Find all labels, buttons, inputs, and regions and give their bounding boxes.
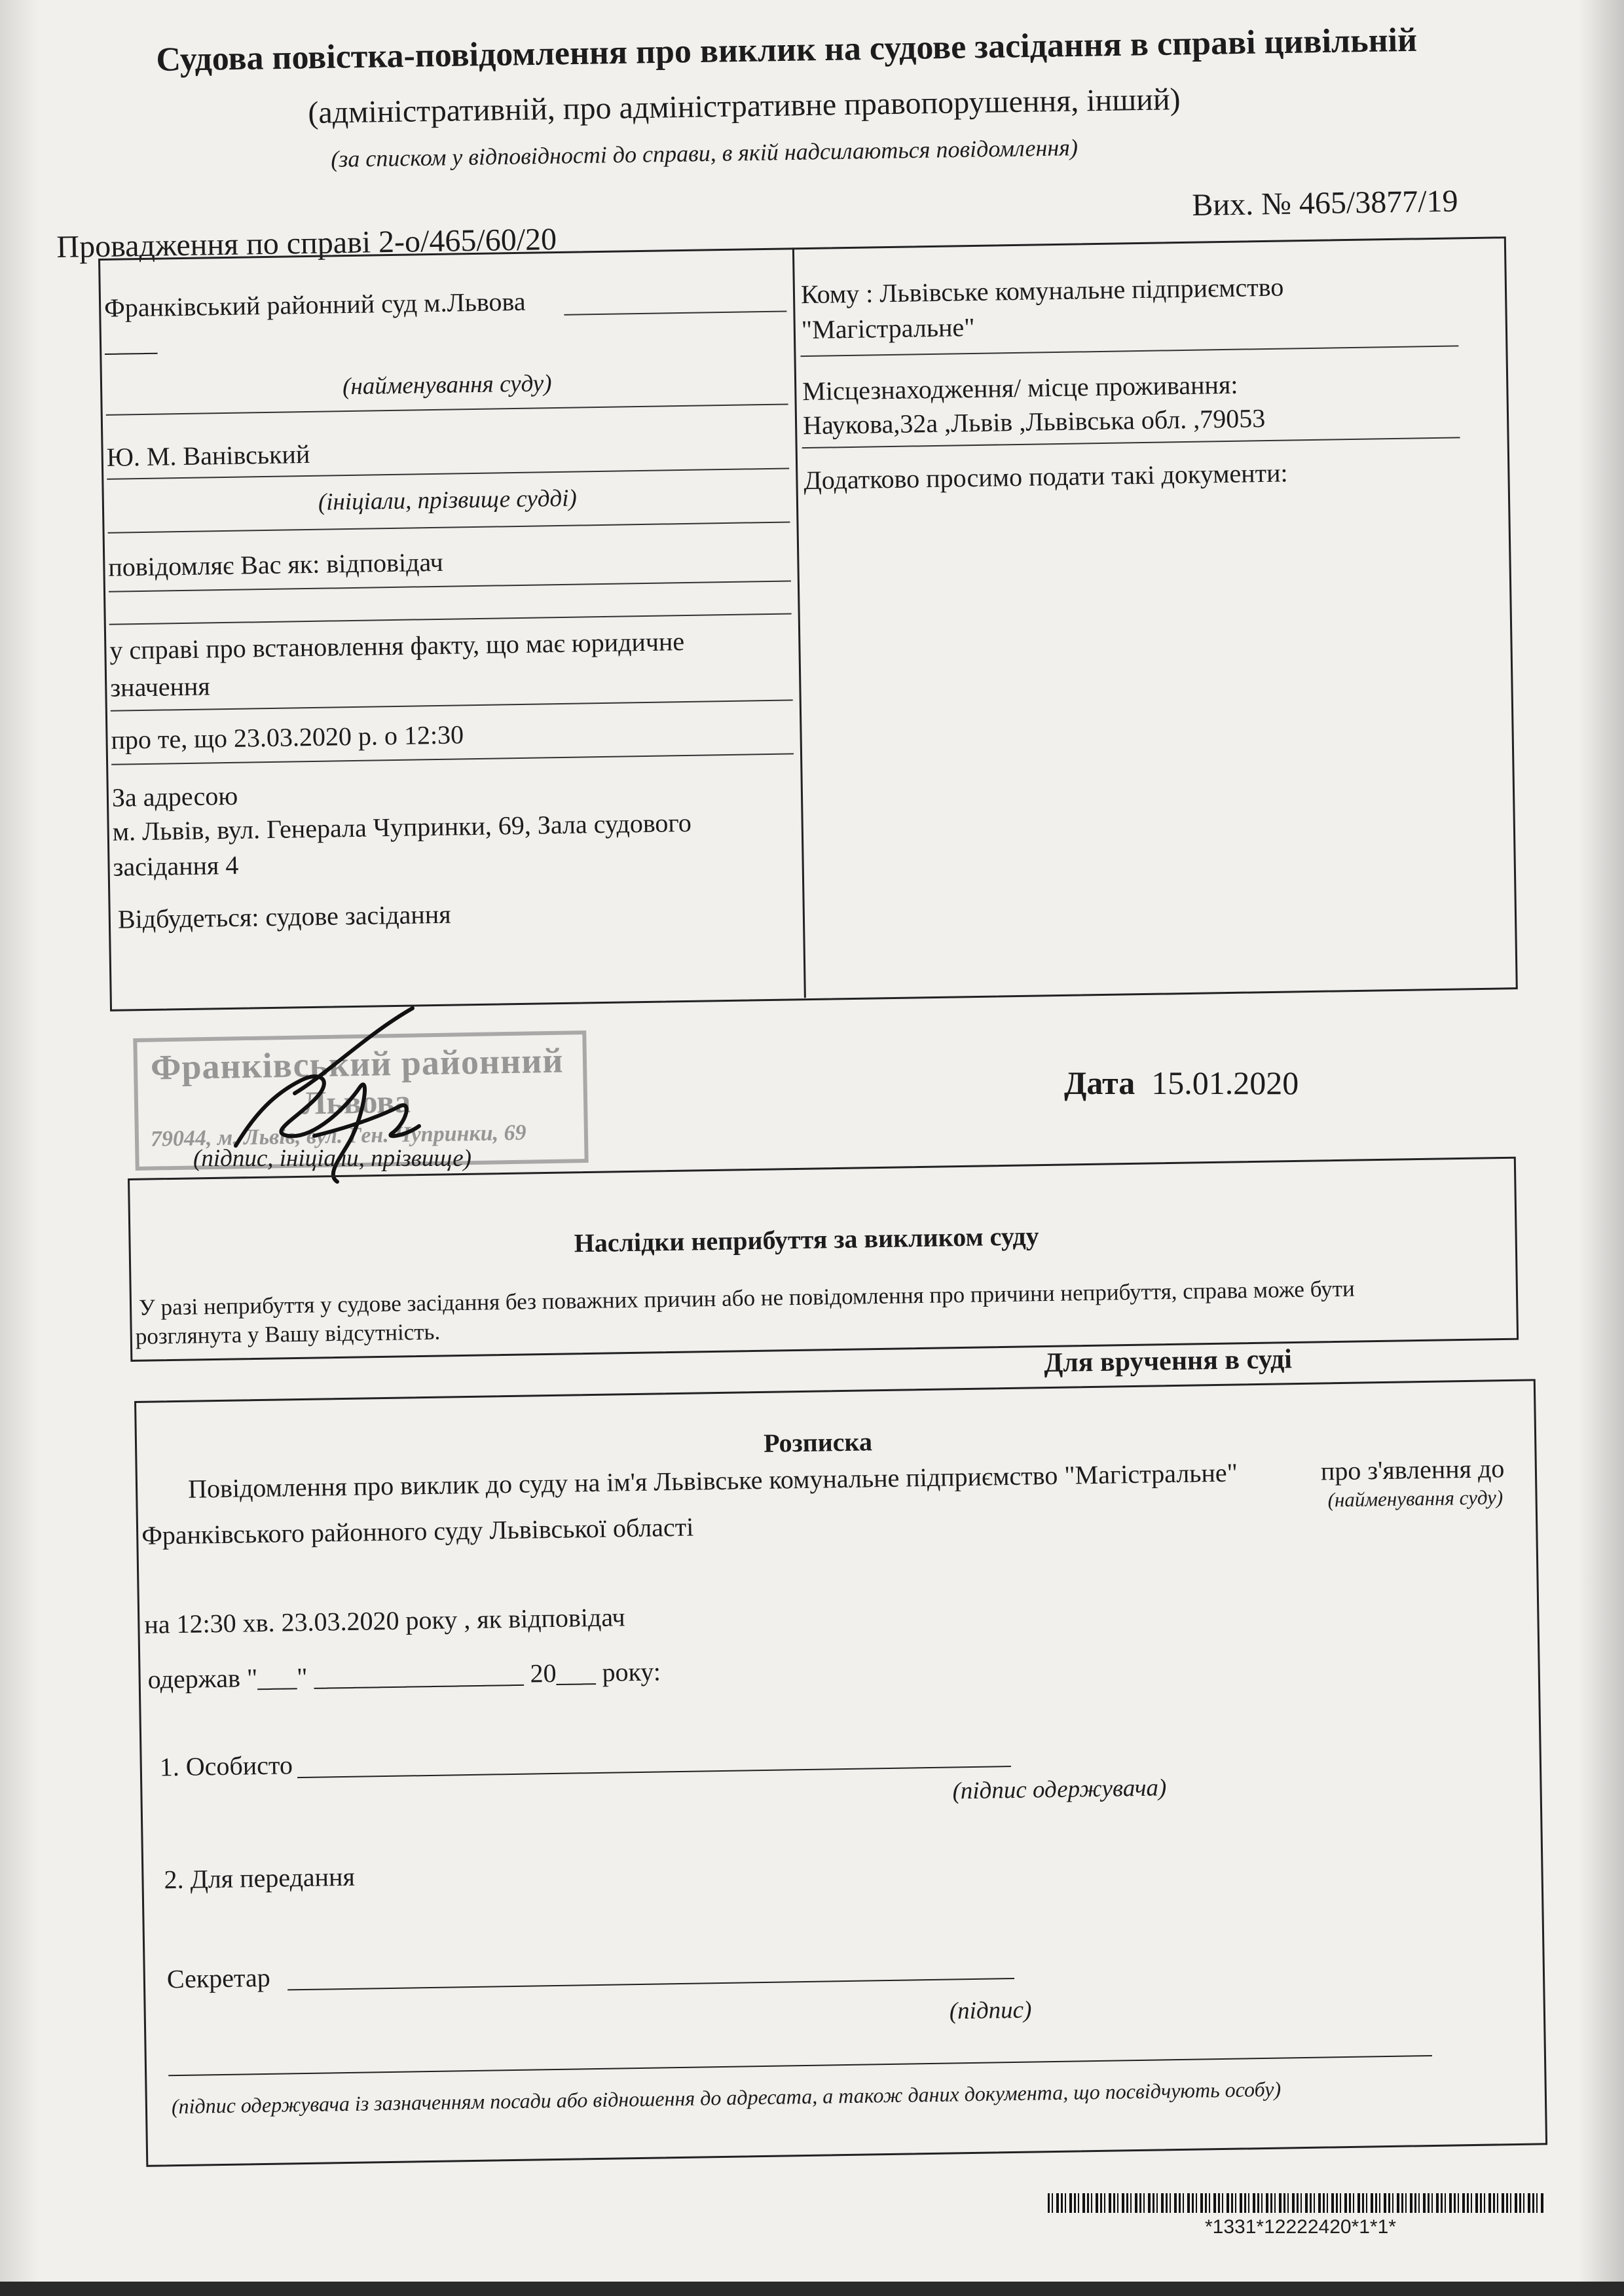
receipt-secretary-caption: (підпис) (949, 1996, 1032, 2025)
issue-date (1064, 1064, 1299, 1102)
judge-caption: (ініціали, прізвище судді) (318, 484, 578, 516)
outgoing-number: Вих. № 465/3877/19 (1192, 183, 1458, 223)
scan-bottom-edge (0, 2282, 1624, 2296)
date-value: 15.01.2020 (1151, 1065, 1299, 1101)
barcode-text: *1331*12222420*1*1* (1205, 2216, 1396, 2238)
receipt-summons-to: Повідомлення про виклик до суду на ім'я Львівське комунальне підприємство "Магістральне" (187, 1457, 1238, 1504)
stamp-line1: Франківський районний (150, 1040, 564, 1087)
date-label: Дата (1064, 1065, 1135, 1101)
document-subtitle: (адміністративній, про адміністративне правопорушення, інший) (308, 82, 1181, 130)
notice-box (98, 236, 1518, 1011)
stamp-line2: Львова (301, 1082, 411, 1121)
judge-name: Ю. М. Ванівський (106, 439, 310, 472)
signature-caption: (підпис, ініціали, прізвище) (193, 1145, 471, 1172)
notice-box-border (98, 236, 1518, 1011)
receipt-personally-caption: (підпис одержувача) (952, 1774, 1167, 1805)
scan-shadow-right (1578, 0, 1624, 2296)
address-label: За адресою (111, 780, 238, 812)
scan-shadow-left (0, 0, 39, 2296)
for-court-label: Для вручення в суді (1043, 1344, 1293, 1379)
case-subject-line2: значення (109, 671, 211, 702)
recipient-line1: Кому : Львівське комунальне підприємство (800, 272, 1284, 310)
receipt-received-date: одержав "___" ________________ 20___ року: (147, 1656, 661, 1694)
case-number: Провадження по справі 2-о/465/60/20 (56, 222, 557, 264)
receipt-bottom-caption: (підпис одержувача із зазначенням посади або відношення до адресата, а також даних документа, що посвідчують особу) (171, 2077, 1282, 2119)
document-note: (за списком у відповідності до справи, в якій надсилаються повідомлення) (331, 134, 1079, 172)
court-name: Франківський районний суд м.Львова (103, 286, 526, 323)
document-title: Судова повістка-повідомлення про виклик на судове засідання в справі цивільній (156, 21, 1418, 79)
receipt-appear-at: про з'явлення до (1320, 1453, 1505, 1486)
receipt-title: Розписка (763, 1427, 873, 1458)
consequences-box (128, 1157, 1519, 1362)
receipt-court-name: Франківського районного суду Львівської області (141, 1512, 694, 1550)
receipt-court-caption: (найменування суду) (1327, 1485, 1504, 1512)
receipt-for-transfer: 2. Для передання (164, 1861, 356, 1895)
consequences-text-line2: розглянута у Вашу відсутність. (135, 1319, 441, 1349)
receipt-hearing-time: на 12:30 хв. 23.03.2020 року , як відповідач (144, 1602, 625, 1639)
consequences-text-line1: У разі неприбуття у судове засідання без поважних причин або не повідомлення про причини неприбуття, справа може бути (138, 1275, 1355, 1321)
documents-request: Додатково просимо подати такі документи: (803, 458, 1288, 496)
court-caption: (найменування суду) (342, 370, 552, 401)
barcode (1048, 2193, 1545, 2213)
receipt-secretary: Секретар (166, 1962, 271, 1994)
receipt-box (134, 1344, 1547, 2166)
receipt-personally: 1. Особисто (159, 1750, 293, 1782)
notifies-as: повідомляє Вас як: відповідач (108, 547, 444, 582)
hearing-datetime: про те, що 23.03.2020 р. о 12:30 (111, 720, 464, 755)
consequences-heading: Наслідки неприбуття за викликом суду (574, 1221, 1039, 1258)
stamp-line3: 79044, м. Львів, вул. Ген. Чупринки, 69 (150, 1120, 526, 1152)
location-value: Наукова,32а ,Львів ,Львівська обл. ,79053 (802, 403, 1266, 441)
event-type: Відбудеться: судове засідання (117, 899, 451, 934)
case-subject-line1: у справі про встановлення факту, що має юридичне (109, 627, 685, 665)
recipient-line2: "Магістральне" (801, 312, 975, 345)
address-line1: м. Львів, вул. Генерала Чупринки, 69, Зала судового (112, 807, 692, 847)
court-name-tail: ____ (104, 327, 158, 357)
address-line2: засідання 4 (113, 850, 239, 882)
location-label: Місцезнаходження/ місце проживання: (802, 369, 1238, 407)
